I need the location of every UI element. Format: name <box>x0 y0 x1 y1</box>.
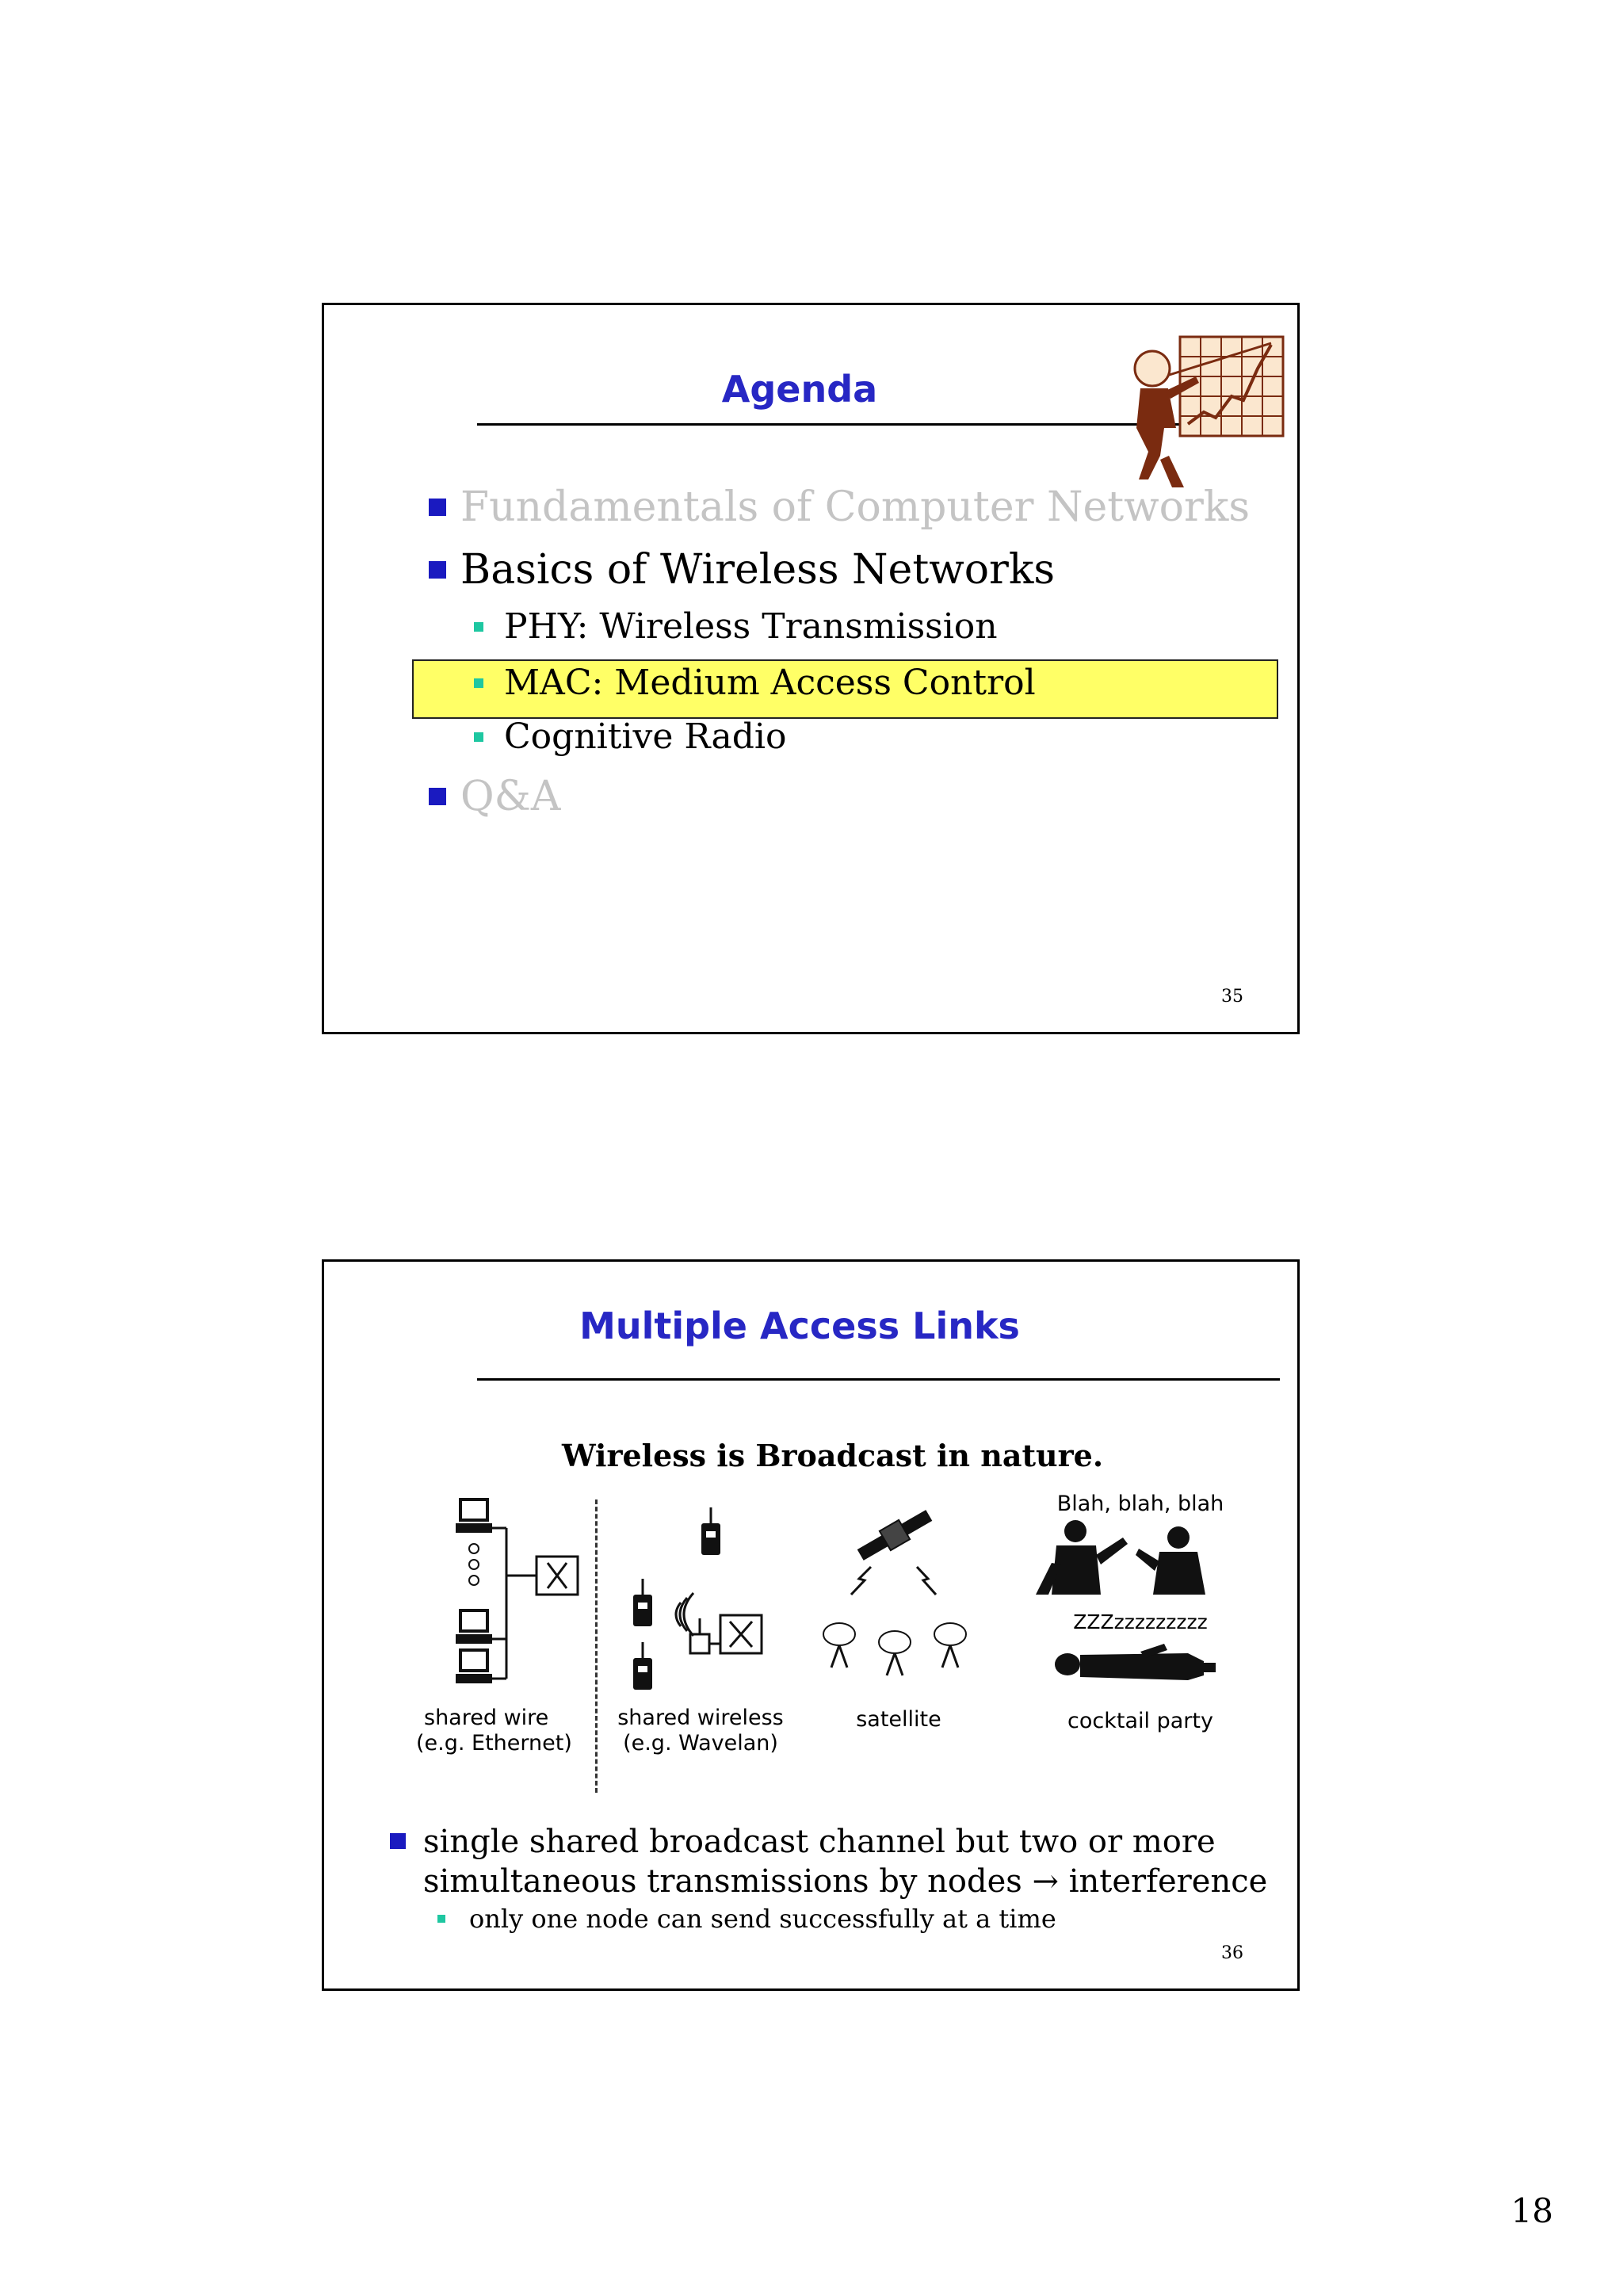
separator-line <box>595 1499 598 1793</box>
diagram-label: (e.g. Ethernet) <box>416 1731 572 1755</box>
slide-agenda <box>322 303 1300 1034</box>
diagram-label: satellite <box>856 1707 941 1732</box>
agenda-subitem-label: PHY: Wireless Transmission <box>504 606 998 647</box>
slide-subtitle: Wireless is Broadcast in nature. <box>562 1438 1104 1473</box>
agenda-subitem-highlighted <box>474 663 1036 703</box>
slide-page-number: 35 <box>1221 987 1243 1007</box>
page-number: 18 <box>1510 2191 1553 2230</box>
agenda-subitem <box>474 716 786 757</box>
diagram-label: shared wire <box>424 1706 549 1730</box>
agenda-item <box>429 773 560 820</box>
diagram-label: cocktail party <box>1067 1709 1213 1733</box>
agenda-subitem-label: MAC: Medium Access Control <box>504 663 1036 703</box>
diagram-label: Blah, blah, blah <box>1056 1492 1224 1516</box>
diagram-label: (e.g. Wavelan) <box>623 1731 778 1755</box>
agenda-item <box>429 546 1055 594</box>
sub-bullet-item <box>437 1904 1056 1934</box>
satellite-diagram <box>815 1499 982 1698</box>
agenda-item-label: Q&A <box>460 773 561 820</box>
sub-bullet-text: only one node can send successfully at a time <box>469 1904 1056 1934</box>
bullet-square-icon <box>474 732 483 742</box>
agenda-item-label: Fundamentals of Computer Networks <box>460 483 1251 531</box>
bullet-text-line2: simultaneous transmissions by nodes → interference <box>423 1863 1268 1900</box>
diagram-label: shared wireless <box>617 1706 784 1730</box>
agenda-subitem-label: Cognitive Radio <box>504 716 787 757</box>
bullet-text-line1: single shared broadcast channel but two or more <box>423 1824 1216 1860</box>
bullet-square-icon <box>390 1833 406 1849</box>
talking-people-icon <box>1028 1515 1218 1603</box>
agenda-item <box>429 483 1250 531</box>
shared-wire-diagram <box>451 1492 586 1698</box>
bullet-square-icon <box>474 678 483 688</box>
bullet-square-icon <box>429 561 446 579</box>
title-rule <box>477 1378 1280 1381</box>
slide-title: Multiple Access Links <box>579 1305 1020 1347</box>
bullet-square-icon <box>437 1915 445 1923</box>
bullet-square-icon <box>474 622 483 632</box>
presenter-clipart-icon <box>1117 321 1287 491</box>
shared-wireless-diagram <box>617 1507 784 1698</box>
agenda-subitem <box>474 606 998 647</box>
bullet-square-icon <box>429 788 446 805</box>
diagram-label: ZZZzzzzzzzzz <box>1073 1610 1208 1633</box>
slide-title: Agenda <box>721 368 878 411</box>
agenda-item-label: Basics of Wireless Networks <box>460 546 1056 594</box>
slide-multiple-access <box>322 1259 1300 1991</box>
bullet-square-icon <box>429 499 446 516</box>
slide-page-number: 36 <box>1221 1943 1243 1963</box>
sleeping-person-icon <box>1045 1641 1220 1696</box>
